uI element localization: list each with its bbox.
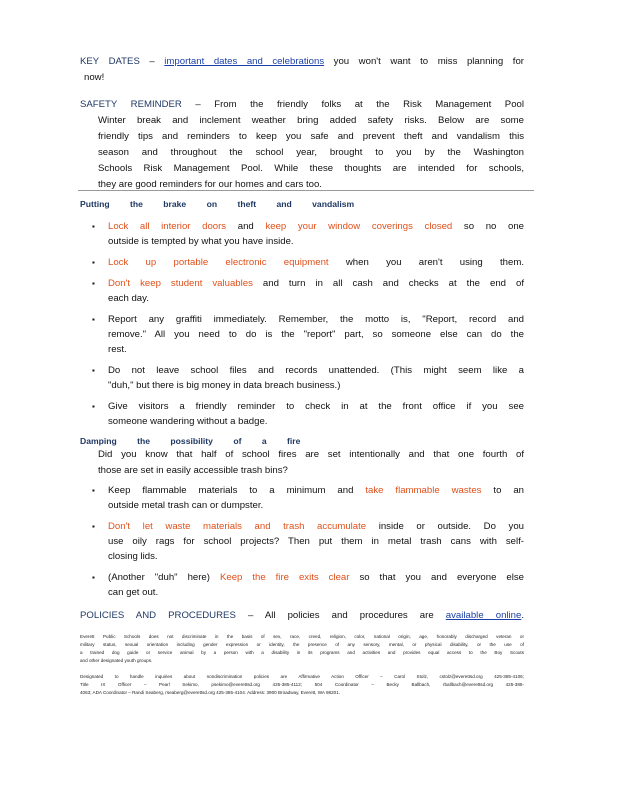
tip-text: use oily rags for school projects? Then put them in metal trash cans with self- <box>108 536 524 547</box>
tip-text: can get out. <box>108 587 159 598</box>
fire-intro-line: those are set in easily accessible trash bins? <box>98 465 288 476</box>
fire-intro-line: Did you know that half of school fires are set intentionally and that one fourth of <box>98 449 524 460</box>
tip-text: and turn in all cash and checks at the end of <box>262 278 525 289</box>
fire-intro-paragraph <box>80 447 524 479</box>
safety-line-5: Schools Risk Management Pool. While these thoughts are intended for schools, <box>98 163 524 174</box>
tip-text: outside is tempted by what you have inside. <box>108 236 294 247</box>
policies-paragraph <box>80 608 524 624</box>
list-item <box>92 255 524 270</box>
list-item <box>92 312 524 357</box>
tip-text: Keep flammable materials to a minimum and <box>108 485 354 496</box>
list-item <box>92 276 524 306</box>
tip-text: "duh," but there is big money in data breach business.) <box>108 380 341 391</box>
key-dates-dash: – <box>149 56 155 67</box>
tip-highlight: Don't let waste materials and trash accumulate <box>108 521 367 532</box>
fine-print-line: and other designated youth groups. <box>80 658 153 663</box>
important-dates-link[interactable]: important dates and celebrations <box>164 56 325 67</box>
safety-reminder-paragraph <box>80 97 524 193</box>
safety-line-4: season and throughout the school year, brought to you by the Washington <box>98 147 524 158</box>
tip-highlight: Lock up portable electronic equipment <box>108 257 329 268</box>
tip-highlight: Don't keep student valuables <box>108 278 253 289</box>
tip-text: closing lids. <box>108 551 158 562</box>
tip-text: someone wandering without a badge. <box>108 416 268 427</box>
tip-highlight: Lock all interior doors <box>108 221 227 232</box>
tip-text: each day. <box>108 293 149 304</box>
tip-text: outside metal trash can or dumpster. <box>108 500 264 511</box>
safety-line-3: friendly tips and reminders to keep you safe and prevent theft and vandalism this <box>98 131 524 142</box>
nondiscrimination-statement <box>80 633 524 665</box>
fine-print-line: Designated to handle inquiries about nondiscrimination policies are Affirmative Action Officer – Carol Stolz, cstolz@everettsd.org 425-385-4106; <box>80 674 524 679</box>
theft-heading: Putting the brake on theft and vandalism <box>80 199 355 209</box>
tip-text: (Another "duh" here) <box>108 572 210 583</box>
list-item <box>92 399 524 429</box>
key-dates-text-2: now! <box>84 72 105 83</box>
safety-reminder-heading: SAFETY REMINDER <box>80 99 182 110</box>
fine-print-line: Title IX Officer – Pearl Sekimo, psekimo@everettsd.org 425-385-4112; 504 Coordinator – Becky Ballbach, rballbach@everettsd.org 425-385- <box>80 682 524 687</box>
tip-text: inside or outside. Do you <box>378 521 524 532</box>
tip-text: and <box>237 221 254 232</box>
list-item <box>92 519 524 564</box>
fire-tips-list <box>92 483 524 606</box>
tip-text: to an <box>493 485 525 496</box>
tip-text: so that you and everyone else <box>359 572 524 583</box>
fine-print-line: Everett Public Schools does not discriminate in the basis of sex, race, creed, religion, color, national origin, age, honorably discharged veteran or <box>80 634 524 639</box>
contacts-statement <box>80 673 524 697</box>
fine-print-line: a trained dog guide or service animal by a person with a disability in its programs and activities and provides equal access to the Boy Scouts <box>80 650 524 655</box>
safety-line-2: Winter break and inclement weather bring added safety risks. Below are some <box>98 115 524 126</box>
policies-period: . <box>521 610 525 621</box>
policies-text: – All policies and procedures are <box>247 610 434 621</box>
policies-heading: POLICIES AND PROCEDURES <box>80 610 236 621</box>
section-divider <box>78 190 534 191</box>
tip-text: rest. <box>108 344 127 355</box>
safety-line-6: they are good reminders for our homes and cars too. <box>98 179 322 190</box>
fine-print-line: 4063; ADA Coordinator – Randi Seaberg, rseaberg@everettsd.org 425-385-4104. Address: 3900 Broadway, Everett, WA 98201. <box>80 690 341 695</box>
tip-highlight: take flammable wastes <box>365 485 482 496</box>
list-item <box>92 483 524 513</box>
tip-text: ▪ Do not leave school files and records unattended. (This might seem like a <box>108 365 524 376</box>
safety-reminder-intro: – From the friendly folks at the Risk Management Pool <box>195 99 524 110</box>
tip-highlight: Keep the fire exits clear <box>219 572 350 583</box>
available-online-link[interactable]: available online <box>445 610 522 621</box>
key-dates-paragraph <box>80 54 524 86</box>
tip-highlight: keep your window coverings closed <box>265 221 453 232</box>
tip-text: ▪ Report any graffiti immediately. Remember, the motto is, "Report, record and <box>108 314 524 325</box>
tip-text: remove." All you need to do is the "report" part, so someone else can do the <box>108 329 524 340</box>
tip-text: when you aren't using them. <box>345 257 524 268</box>
fire-heading: Damping the possibility of a fire <box>80 436 301 446</box>
list-item <box>92 219 524 249</box>
tip-text: ▪ Give visitors a friendly reminder to check in at the front office if you see <box>108 401 524 412</box>
list-item <box>92 363 524 393</box>
tip-text: so no one <box>463 221 525 232</box>
fine-print-line: military status, sexual orientation including gender expression or identity, the presence of any sensory, mental, or physical disability, or the use of <box>80 642 524 647</box>
key-dates-text: you won't want to miss planning for <box>333 56 524 67</box>
key-dates-heading: KEY DATES <box>80 56 140 67</box>
list-item <box>92 570 524 600</box>
theft-tips-list <box>92 219 524 435</box>
